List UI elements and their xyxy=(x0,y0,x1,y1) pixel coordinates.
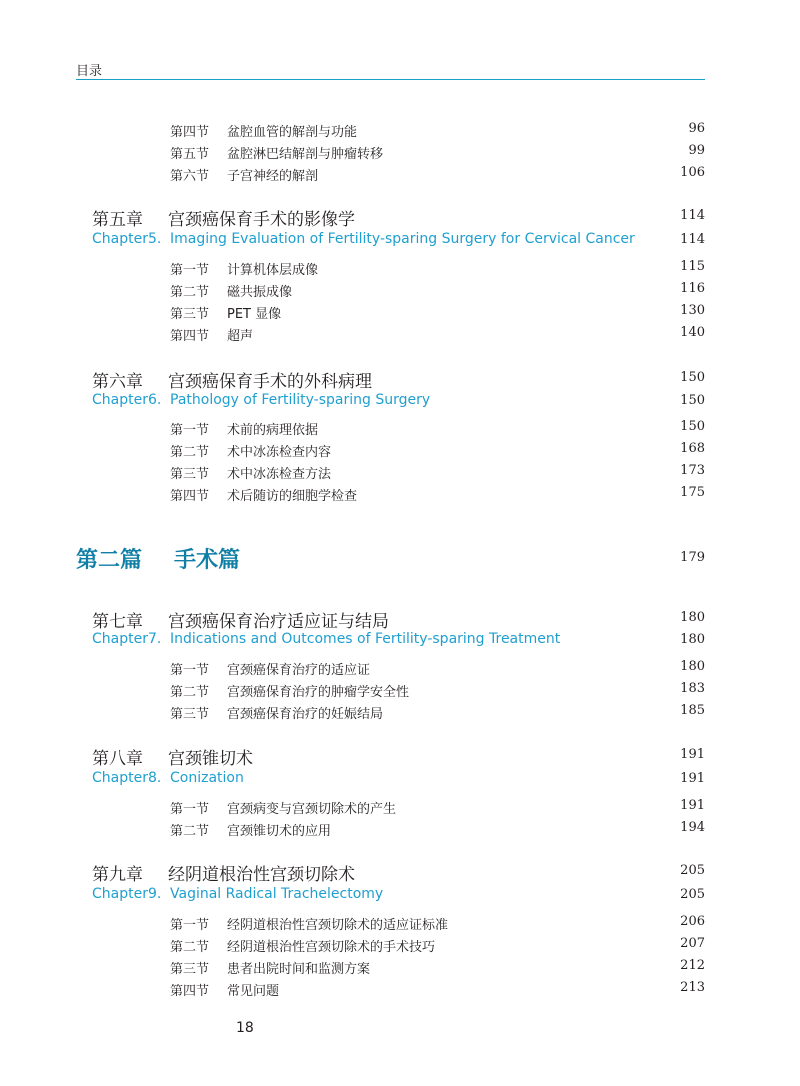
toc-section-title: 宫颈病变与宫颈切除术的产生 xyxy=(227,802,397,817)
toc-section-row xyxy=(0,483,800,505)
toc-section-label: 第三节 xyxy=(170,707,210,722)
toc-page-number: 180 xyxy=(680,610,705,625)
toc-chapter-title: 宫颈锥切术 xyxy=(168,749,253,769)
toc-section-title: 宫颈癌保育治疗的适应证 xyxy=(227,663,371,678)
toc-chapter-title: 宫颈癌保育手术的外科病理 xyxy=(168,372,372,392)
toc-chapter-english-label: Chapter6. xyxy=(92,392,162,408)
toc-chapter-english-title: Vaginal Radical Trachelectomy xyxy=(170,886,384,902)
page-number: 18 xyxy=(236,1020,254,1036)
toc-section-row xyxy=(0,679,800,701)
toc-section-label: 第四节 xyxy=(170,125,210,140)
toc-section-title: 经阴道根治性宫颈切除术的适应证标准 xyxy=(227,918,449,933)
header-rule xyxy=(76,79,705,80)
toc-section-row xyxy=(0,978,800,1000)
toc-section-title: 术中冰冻检查内容 xyxy=(227,445,332,460)
toc-section-row xyxy=(0,657,800,679)
toc-part-label: 第二篇 xyxy=(76,548,143,573)
toc-section-row xyxy=(0,956,800,978)
toc-section-label: 第三节 xyxy=(170,962,210,977)
toc-chapter-english-label: Chapter8. xyxy=(92,770,162,786)
toc-section-title: 超声 xyxy=(227,329,254,344)
toc-section-label: 第二节 xyxy=(170,940,210,955)
toc-part-row xyxy=(0,549,800,571)
toc-page-number: 207 xyxy=(680,936,705,951)
toc-section-row xyxy=(0,141,800,163)
toc-page-number: 106 xyxy=(680,165,705,180)
toc-section-title: 常见问题 xyxy=(227,984,280,999)
toc-chapter-english-label: Chapter9. xyxy=(92,886,162,902)
toc-section-label: 第一节 xyxy=(170,663,210,678)
toc-section-label: 第一节 xyxy=(170,918,210,933)
toc-section-label: 第二节 xyxy=(170,285,210,300)
toc-chapter-english-row xyxy=(0,631,800,653)
toc-page-number: 116 xyxy=(680,281,705,296)
toc-page-number: 150 xyxy=(680,419,705,434)
toc-chapter-english-row xyxy=(0,392,800,414)
toc-chapter-title: 宫颈癌保育治疗适应证与结局 xyxy=(168,612,389,632)
toc-section-row xyxy=(0,279,800,301)
toc-page-number: 180 xyxy=(680,632,705,647)
toc-chapter-english-title: Pathology of Fertility-sparing Surgery xyxy=(170,392,431,408)
toc-page-number: 114 xyxy=(680,232,705,247)
toc-section-title: 术后随访的细胞学检查 xyxy=(227,489,358,504)
toc-page-number: 99 xyxy=(688,143,705,158)
toc-section-title: 计算机体层成像 xyxy=(227,263,319,278)
toc-page-number: 183 xyxy=(680,681,705,696)
running-header: 目录 xyxy=(76,64,103,79)
toc-page-number: 205 xyxy=(680,887,705,902)
toc-chapter-label: 第九章 xyxy=(92,865,143,885)
toc-section-row xyxy=(0,257,800,279)
toc-section-row xyxy=(0,439,800,461)
toc-page-number: 168 xyxy=(680,441,705,456)
toc-section-label: 第三节 xyxy=(170,307,210,322)
toc-section-row xyxy=(0,934,800,956)
toc-chapter-english-title: Indications and Outcomes of Fertility-sparing Treatment xyxy=(170,631,561,647)
toc-page-number: 212 xyxy=(680,958,705,973)
toc-page-number: 179 xyxy=(680,550,705,565)
toc-chapter-row xyxy=(0,746,800,768)
toc-section-row xyxy=(0,301,800,323)
toc-page-number: 175 xyxy=(680,485,705,500)
toc-page-number: 194 xyxy=(680,820,705,835)
toc-page-number: 206 xyxy=(680,914,705,929)
toc-chapter-english-row xyxy=(0,770,800,792)
toc-section-title: 患者出院时间和监测方案 xyxy=(227,962,371,977)
toc-section-row xyxy=(0,818,800,840)
toc-section-label: 第二节 xyxy=(170,445,210,460)
toc-section-title: PET 显像 xyxy=(227,307,282,322)
toc-page-number: 191 xyxy=(680,747,705,762)
toc-section-label: 第六节 xyxy=(170,169,210,184)
toc-chapter-english-row xyxy=(0,231,800,253)
toc-section-label: 第二节 xyxy=(170,685,210,700)
toc-section-row xyxy=(0,323,800,345)
toc-section-row xyxy=(0,119,800,141)
toc-chapter-english-label: Chapter5. xyxy=(92,231,162,247)
toc-section-label: 第一节 xyxy=(170,263,210,278)
toc-section-label: 第四节 xyxy=(170,984,210,999)
toc-section-row xyxy=(0,461,800,483)
toc-page-number: 130 xyxy=(680,303,705,318)
toc-chapter-title: 经阴道根治性宫颈切除术 xyxy=(168,865,355,885)
toc-section-title: 磁共振成像 xyxy=(227,285,293,300)
toc-part-title: 手术篇 xyxy=(174,548,241,573)
toc-page-number: 150 xyxy=(680,370,705,385)
toc-section-label: 第四节 xyxy=(170,489,210,504)
toc-chapter-row xyxy=(0,207,800,229)
toc-page-number: 114 xyxy=(680,208,705,223)
toc-page-number: 173 xyxy=(680,463,705,478)
toc-page-number: 205 xyxy=(680,863,705,878)
toc-page-number: 115 xyxy=(680,259,705,274)
toc-chapter-english-label: Chapter7. xyxy=(92,631,162,647)
toc-section-title: 盆腔血管的解剖与功能 xyxy=(227,125,358,140)
toc-section-row xyxy=(0,796,800,818)
toc-section-title: 盆腔淋巴结解剖与肿瘤转移 xyxy=(227,147,384,162)
toc-section-row xyxy=(0,701,800,723)
toc-chapter-english-title: Conization xyxy=(170,770,244,786)
toc-page-number: 96 xyxy=(688,121,705,136)
toc-chapter-english-row xyxy=(0,886,800,908)
toc-page-number: 150 xyxy=(680,393,705,408)
toc-section-row xyxy=(0,912,800,934)
toc-chapter-row xyxy=(0,369,800,391)
toc-page-number: 213 xyxy=(680,980,705,995)
toc-section-label: 第四节 xyxy=(170,329,210,344)
toc-page-number: 180 xyxy=(680,659,705,674)
toc-section-title: 宫颈癌保育治疗的妊娠结局 xyxy=(227,707,384,722)
toc-chapter-english-title: Imaging Evaluation of Fertility-sparing Surgery for Cervical Cancer xyxy=(170,231,635,247)
toc-section-label: 第五节 xyxy=(170,147,210,162)
toc-page-number: 191 xyxy=(680,771,705,786)
toc-section-label: 第一节 xyxy=(170,802,210,817)
toc-chapter-label: 第七章 xyxy=(92,612,143,632)
toc-section-label: 第二节 xyxy=(170,824,210,839)
toc-chapter-label: 第五章 xyxy=(92,210,143,230)
toc-chapter-title: 宫颈癌保育手术的影像学 xyxy=(168,210,355,230)
toc-section-title: 宫颈锥切术的应用 xyxy=(227,824,332,839)
toc-section-row xyxy=(0,417,800,439)
toc-chapter-label: 第八章 xyxy=(92,749,143,769)
toc-section-title: 术中冰冻检查方法 xyxy=(227,467,332,482)
toc-section-label: 第三节 xyxy=(170,467,210,482)
toc-section-title: 子宫神经的解剖 xyxy=(227,169,319,184)
toc-chapter-label: 第六章 xyxy=(92,372,143,392)
toc-section-row xyxy=(0,163,800,185)
toc-page-number: 140 xyxy=(680,325,705,340)
toc-chapter-row xyxy=(0,609,800,631)
toc-chapter-row xyxy=(0,862,800,884)
toc-section-label: 第一节 xyxy=(170,423,210,438)
toc-page-number: 191 xyxy=(680,798,705,813)
toc-section-title: 宫颈癌保育治疗的肿瘤学安全性 xyxy=(227,685,410,700)
toc-section-title: 术前的病理依据 xyxy=(227,423,319,438)
toc-section-title: 经阴道根治性宫颈切除术的手术技巧 xyxy=(227,940,436,955)
toc-page-number: 185 xyxy=(680,703,705,718)
